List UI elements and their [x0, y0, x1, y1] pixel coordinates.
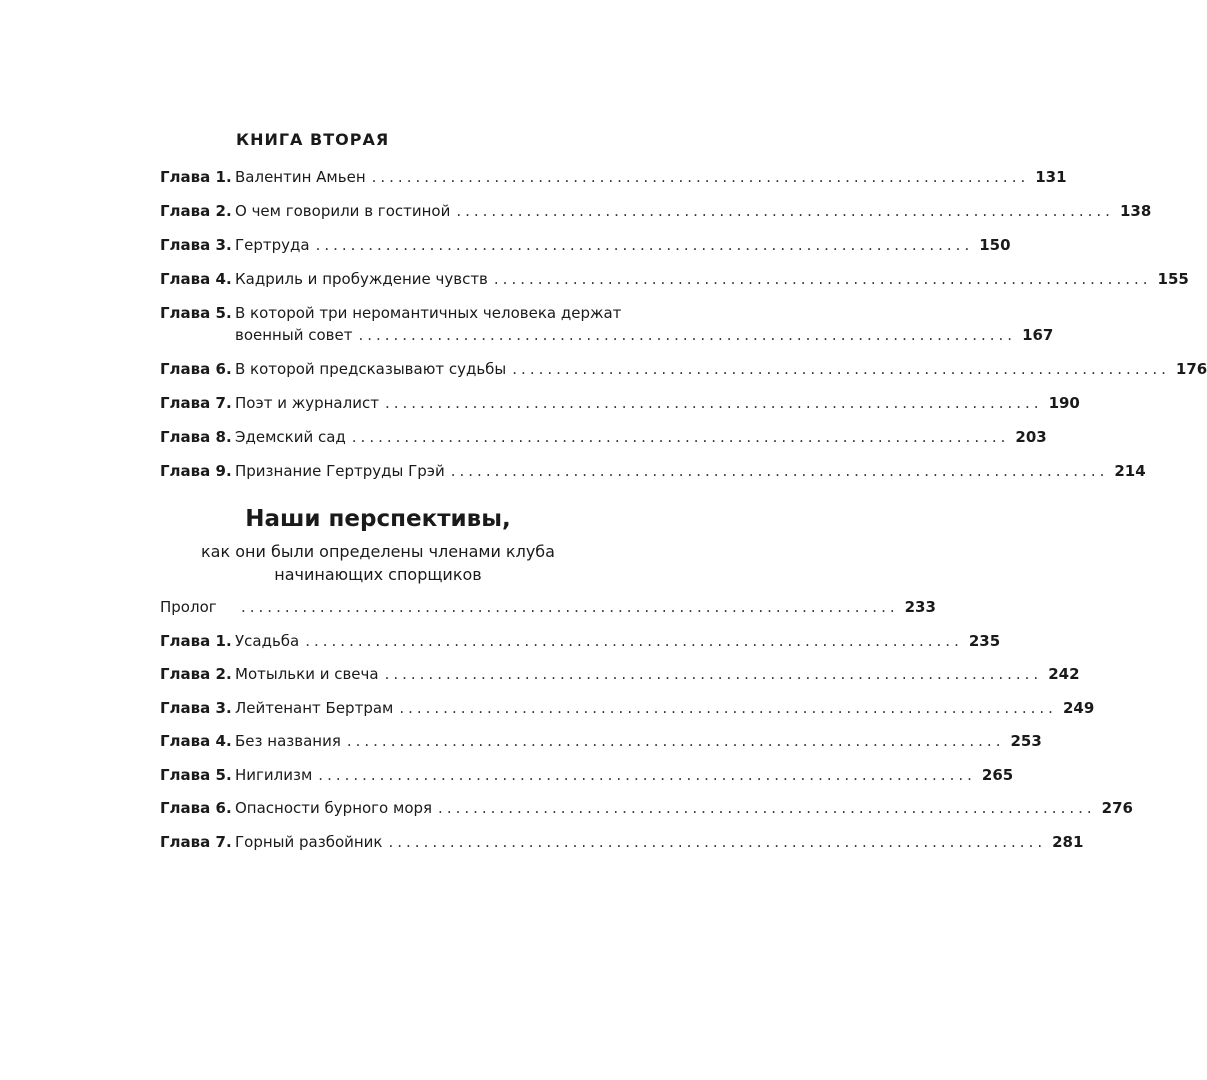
chapter-title: военный совет	[235, 326, 353, 344]
dot-leader: ...........................................................................	[241, 598, 899, 616]
chapter-label: Глава 7.	[160, 394, 232, 412]
dot-leader: ...........................................................................	[512, 360, 1170, 378]
toc-entry	[160, 697, 1095, 719]
dot-leader: ...........................................................................	[315, 236, 974, 254]
chapter-label: Глава 1.	[160, 631, 232, 650]
chapter-title: Усадьба	[235, 631, 300, 650]
chapter-label: Глава 3.	[160, 236, 232, 254]
book-two-toc	[160, 166, 1207, 494]
book-two-heading: КНИГА ВТОРАЯ	[236, 130, 390, 149]
chapter-title: Лейтенант Бертрам	[235, 698, 394, 717]
dot-leader: ...........................................................................	[438, 799, 1096, 817]
chapter-label: Глава 1.	[160, 168, 232, 186]
chapter-label: Глава 6.	[160, 799, 232, 817]
chapter-title: В которой предсказывают судьбы	[235, 360, 507, 378]
chapter-title: Валентин Амьен	[235, 168, 366, 186]
chapter-title: Поэт и журналист	[235, 394, 379, 412]
dot-leader: ...........................................................................	[450, 462, 1109, 480]
chapter-label: Глава 9.	[160, 462, 232, 480]
toc-entry	[160, 460, 1146, 482]
dot-leader: ...........................................................................	[384, 394, 1043, 412]
section-subtitle	[0, 540, 756, 586]
chapter-title: Признание Гертруды Грэй	[235, 462, 445, 480]
dot-leader: ...........................................................................	[493, 270, 1152, 288]
page-number: 253	[1010, 732, 1042, 750]
toc-entry	[160, 663, 1080, 685]
chapter-title-line1: В которой три неромантичных человека держат	[235, 304, 622, 322]
toc-entry	[160, 426, 1047, 448]
chapter-title: Мотыльки и свеча	[235, 665, 379, 683]
dot-leader: ...........................................................................	[346, 732, 1005, 750]
page-number: 131	[1035, 168, 1067, 186]
page-number: 190	[1048, 394, 1080, 412]
chapter-label: Глава 4.	[160, 732, 232, 750]
page-number: 214	[1114, 462, 1146, 480]
chapter-title: Эдемский сад	[235, 428, 346, 446]
toc-entry	[160, 630, 1001, 652]
dot-leader: ...........................................................................	[399, 698, 1057, 717]
chapter-label: Глава 4.	[160, 270, 232, 288]
chapter-title: О чем говорили в гостиной	[235, 202, 451, 220]
toc-entry	[160, 596, 936, 618]
page-number: 150	[979, 236, 1011, 254]
prolog-label: Пролог	[160, 598, 217, 616]
dot-leader: ...........................................................................	[456, 202, 1114, 220]
toc-entry	[160, 234, 1011, 256]
page-number: 176	[1175, 360, 1207, 378]
toc-entry	[160, 302, 1054, 346]
dot-leader: ...........................................................................	[388, 832, 1047, 851]
chapter-title: Горный разбойник	[235, 832, 383, 851]
dot-leader: ...........................................................................	[371, 168, 1030, 186]
chapter-label: Глава 6.	[160, 360, 232, 378]
dot-leader: ...........................................................................	[351, 428, 1010, 446]
page-number: 233	[904, 598, 936, 616]
dot-leader: ...........................................................................	[305, 631, 963, 650]
chapter-title: Гертруда	[235, 236, 310, 254]
toc-entry	[160, 392, 1080, 414]
section-subtitle-line2: начинающих спорщиков	[274, 565, 482, 584]
page-number: 281	[1052, 832, 1084, 851]
page-number: 242	[1048, 665, 1080, 683]
page-number: 138	[1119, 202, 1152, 220]
toc-entry	[160, 200, 1152, 222]
chapter-title: Кадриль и пробуждение чувств	[235, 270, 488, 288]
chapter-label: Глава 8.	[160, 428, 232, 446]
page-number: 276	[1101, 799, 1133, 817]
page-number: 249	[1062, 698, 1095, 717]
toc-entry	[160, 831, 1084, 853]
page-number: 235	[968, 631, 1001, 650]
chapter-label: Глава 2.	[160, 202, 232, 220]
toc-entry	[160, 358, 1207, 380]
section-title: Наши перспективы,	[245, 506, 511, 532]
page-number: 167	[1022, 326, 1054, 344]
chapter-title: Нигилизм	[235, 765, 313, 784]
chapter-label: Глава 7.	[160, 832, 232, 851]
toc-entry	[160, 764, 1014, 786]
section-subtitle-line1: как они были определены членами клуба	[201, 542, 555, 561]
toc-entry	[160, 797, 1133, 819]
chapter-label: Глава 5.	[160, 765, 232, 784]
chapter-label: Глава 5.	[160, 304, 232, 322]
chapter-title: Опасности бурного моря	[235, 799, 433, 817]
chapter-label: Глава 2.	[160, 665, 232, 683]
perspectives-toc	[160, 596, 1133, 864]
chapter-label: Глава 3.	[160, 698, 232, 717]
dot-leader: ...........................................................................	[384, 665, 1043, 683]
page-number: 155	[1157, 270, 1189, 288]
toc-entry	[160, 730, 1042, 752]
page-number: 265	[981, 765, 1014, 784]
dot-leader: ...........................................................................	[318, 765, 976, 784]
toc-entry	[160, 268, 1189, 290]
page-number: 203	[1015, 428, 1047, 446]
toc-entry	[160, 166, 1067, 188]
chapter-title: Без названия	[235, 732, 341, 750]
dot-leader: ...........................................................................	[358, 326, 1017, 344]
